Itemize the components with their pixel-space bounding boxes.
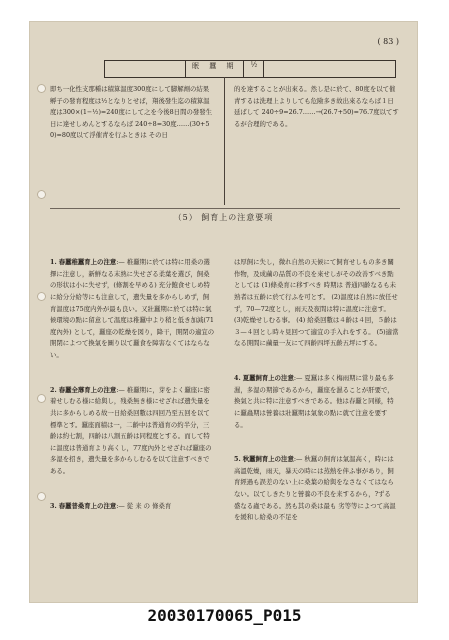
header-value: ½ [244, 61, 264, 77]
document-page [30, 22, 417, 602]
archive-caption: 20030170065_P015 [147, 606, 302, 625]
binding-hole [37, 292, 46, 301]
binding-hole [37, 190, 46, 199]
header-label: 眠 蠶 期 [186, 61, 244, 77]
binding-hole [37, 394, 46, 403]
left-column [50, 234, 215, 596]
item-4: 4. 夏蠶飼育上の注意:— 夏蠶は多く梅雨期に當り最も多濕，多湿の期節であるから，蠶座を濕ることが肝要で，換氣と共に特に注意すべきである。他は春蠶と同様，特に蠶蟲期は營養は壯蠶期は氣象の點に就て注意を要する。 [234, 374, 394, 429]
item-2: 2. 春蠶全蓐育上の注意:— 稚蠶期に，芽をよく蠶座に密着せしむる様に給與し，残桑無き様にせざれば遺失量を共に多からしめる故一日給桑回數は四回乃至五回を以て標準とす。蠶座面積は一，二齡中は普通育の約半分，三齡は約七割，四齡は八割五齡は同程度とする。而して特に温度は普通育より高くし，77度內外とせざれば蠶座の多湿を招き，遺失量を多からしむるを以て注意すべきである。 [50, 385, 212, 475]
top-left-text: 即ち一化性支那種は積算温度300度にして脚解劑の結果孵子の發育程度は½となりとせば，翔後發生迄の積算温度は300×(1−½)=240度にして之を今後8日間の發發生日に達せしめんとするならば 240÷8=30度……(30+50)=80度以て浮催青を行ふときは その日 [50, 85, 213, 140]
item-1: 1. 春蠶稚蠶育上の注意:— 稚蠶期に於ては特に用桑の選擇に注意し，新鮮なる末熟に失せざる柔葉を選び，飼桑の形状は小に失せず，(條割を早める) 充分飽食せしめ特に給分分給等にも注意して，遺失量を多からしめず，飼育温度は75度内外が最も良い。又壯蠶期に於ては特に氣候環境の點に留意して温度は稚蠶中より稍と低き加減(71度內外) として，蠶座の乾燥を図り，降干，開閉の適宜の開閉によつて換氣を圖り以て蠶食を障害なくてはならない。 [50, 258, 215, 359]
item-5: 5. 秋蠶飼育上の注意:— 秋蠶の飼育は氣温高く，時には高溫乾燥，雨天，暴天の時には蒸熱を伴ふ事があり，飼育經過も誤差のない上に桑葉の給與をなさなくてはならない。以てしきたりと營養の不良を来するから，?ずる 盛なる蟲である。然も其の桑は最も 劣等等によつて高温を緩和し給桑の不足を [234, 455, 396, 522]
top-right-text: 的を達することが出來る。然し是に於て、80度を以て催青するは洗理上よりしても危險多き故出來るならば１日延ばして 240÷9=26.7……→(26.7+50)=76.7度以てするが合理的である。 [234, 85, 399, 128]
right-column [234, 234, 399, 596]
section-title: （5） 飼育上の注意要項 [173, 213, 274, 222]
item-3-continued: は厚飼に失し，微れ自然の天候にて飼育せしもの多き關作物，及成繭の品質の不良を來せしがその改善すべき點としては (1)條桑育に移すべき 時期は 普通四齡なるも未熟者は五齡に於て行ふを可とす。 (2)温度は自然に放任せず，70—72度とし，雨天及夜間は特に温度に注意す。 (3)乾燥せしむる事。 (4) 給桑回數は４齡は４回，５齡は３—４回とし時々見回つて適宜の手入れをする。 (5)適當なる開間に繭量一友にて四齡四坪五齡五坪にする。 [234, 258, 399, 348]
binding-hole [37, 492, 46, 501]
page-number: ( 83 ) [377, 37, 399, 46]
column-divider [224, 77, 225, 205]
section-separator [50, 208, 400, 209]
binding-hole [37, 84, 46, 93]
header-table [104, 60, 396, 78]
item-3: 3. 春蠶普桑育上の注意:— 從 来 の 條桑育 [50, 501, 172, 510]
